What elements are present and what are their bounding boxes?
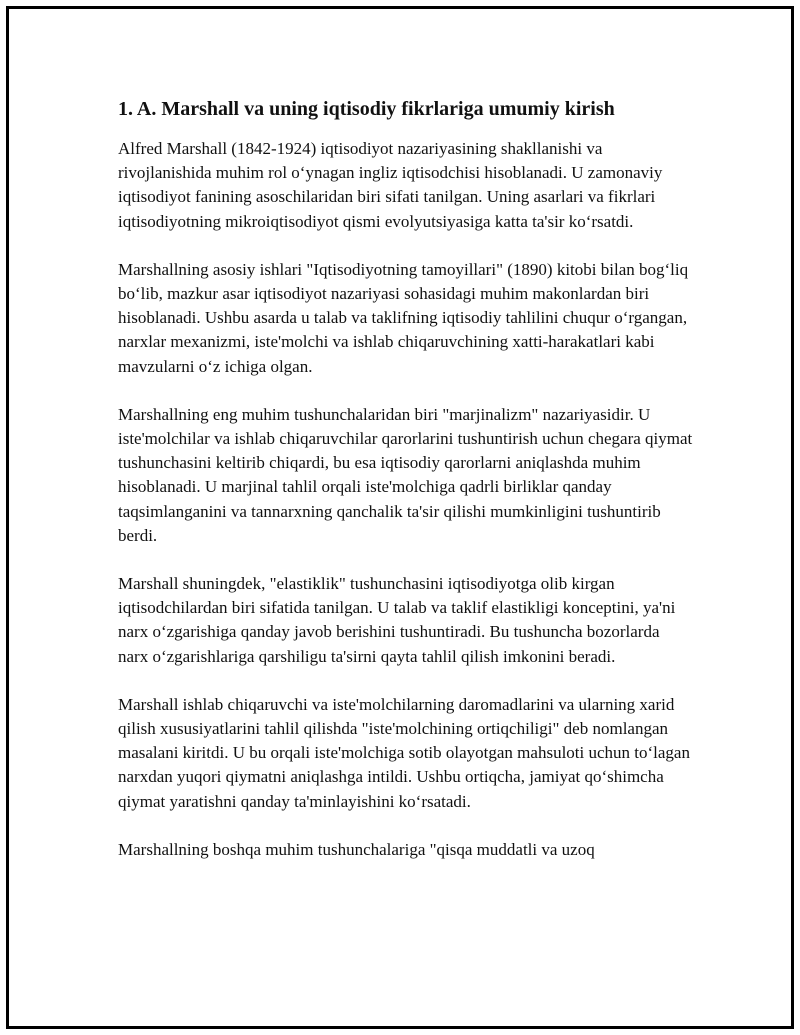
section-heading: 1. A. Marshall va uning iqtisodiy fikrlariga umumiy kirish	[118, 98, 615, 120]
page-frame	[6, 6, 794, 1029]
paragraph-intro: Alfred Marshall (1842-1924) iqtisodiyot nazariyasining shakllanishi va rivojlanishida muhim rol oʻynagan ingliz iqtisodchisi hisoblanadi. U zamonaviy iqtisodiyot fanining asoschilaridan biri sifati tanilgan. Uning asarlari va fikrlari iqtisodiyotning mikroiqtisodiyot qismi evolyutsiyasiga katta ta'sir koʻrsatdi.	[118, 139, 663, 231]
paragraph-principles: Marshallning asosiy ishlari "Iqtisodiyotning tamoyillari" (1890) kitobi bilan bogʻliq boʻlib, mazkur asar iqtisodiyot nazariyasi sohasidagi muhim makonlardan biri hisoblanadi. Ushbu asarda u talab va taklifning iqtisodiy tahlilini chuqur oʻrgangan, narxlar mexanizmi, iste'molchi va ishlab chiqaruvchining xatti-harakatlari kabi mavzularni oʻz ichiga olgan.	[118, 259, 689, 376]
paragraph-marginalism: Marshallning eng muhim tushunchalaridan biri "marjinalizm" nazariyasidir. U iste'molchilar va ishlab chiqaruvchilar qarorlarini tushuntirish uchun chegara qiymat tushunchasini keltirib chiqardi, bu esa iqtisodiy qarorlarni aniqlashda muhim hisoblanadi. U marjinal tahlil orqali iste'molchiga qadrli birliklar qanday taqsimlanganini va tannarxning qanchalik ta'sir qilishi mumkinligini tushuntirib berdi.	[118, 404, 693, 545]
paragraph-short-long-run: Marshallning boshqa muhim tushunchalariga "qisqa muddatli va uzoq	[118, 839, 595, 859]
paragraph-consumer-surplus: Marshall ishlab chiqaruvchi va iste'molchilarning daromadlarini va ularning xarid qilish xususiyatlarini tahlil qilishda "iste'molchining ortiqchiligi" deb nomlangan masalani kiritdi. U bu orqali iste'molchiga sotib olayotgan mahsuloti uchun toʻlagan narxdan yuqori qiymatni aniqlashga intildi. Ushbu ortiqcha, jamiyat qoʻshimcha qiymat yaratishni qanday ta'minlayishini koʻrsatadi.	[118, 694, 690, 811]
document-body	[118, 95, 693, 886]
paragraph-elasticity: Marshall shuningdek, "elastiklik" tushunchasini iqtisodiyotga olib kirgan iqtisodchilardan biri sifatida tanilgan. U talab va taklif elastikligi konceptini, ya'ni narx oʻzgarishiga qanday javob berishini tushuntiradi. Bu tushuncha bozorlarda narx oʻzgarishlariga qarshiligu ta'sirni qayta tahlil qilish imkonini beradi.	[118, 574, 676, 666]
